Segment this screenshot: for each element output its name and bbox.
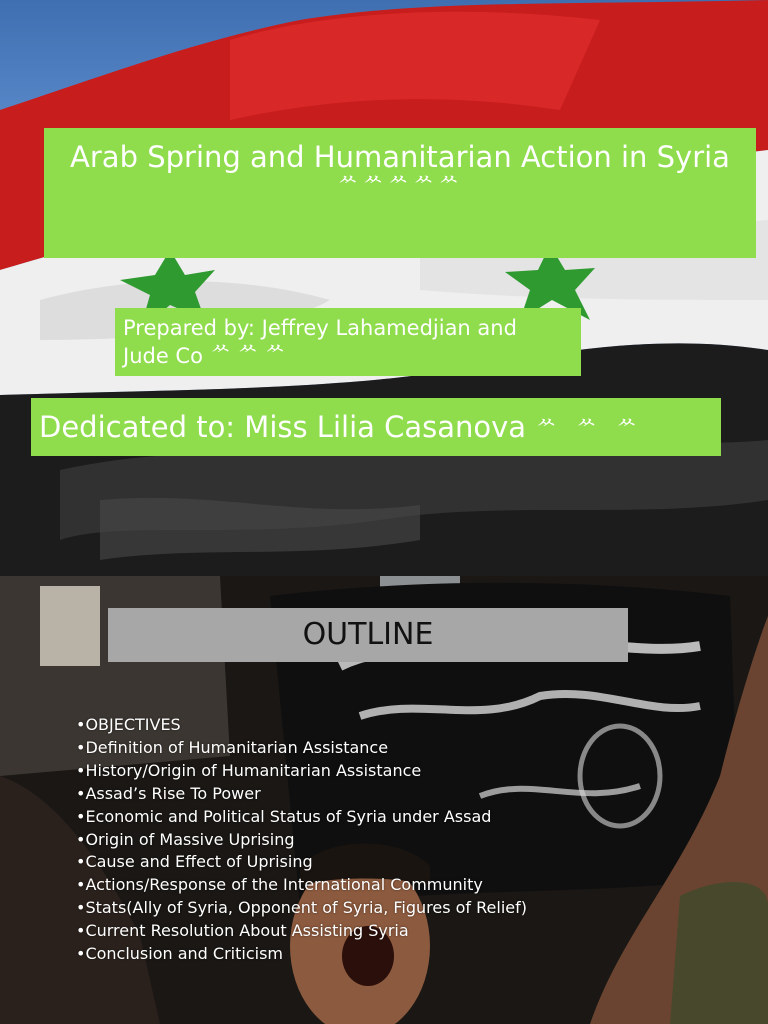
list-item: •Definition of Humanitarian Assistance: [76, 737, 389, 757]
prepared-by-line1: Prepared by: Jeffrey Lahamedjian and: [123, 316, 517, 340]
presentation-title: Arab Spring and Humanitarian Action in Syria: [70, 140, 730, 174]
slide-outline: [0, 576, 768, 1024]
list-item: •Origin of Massive Uprising: [76, 829, 295, 849]
list-item: •Actions/Response of the International Community: [76, 875, 483, 895]
list-item: •Economic and Political Status of Syria under Assad: [76, 806, 492, 826]
title-marks: ᄊᄊᄊᄊᄊ: [336, 175, 464, 200]
prepared-by-line2: [123, 342, 573, 371]
list-item: •Cause and Effect of Uprising: [76, 852, 313, 872]
list-item: •Conclusion and Criticism: [76, 944, 283, 964]
outline-heading: OUTLINE: [108, 608, 628, 662]
prepared-by-box: [115, 308, 581, 376]
list-item: •Stats(Ally of Syria, Opponent of Syria, Figures of Relief): [76, 898, 527, 918]
prepared-by-marks: ᄊᄊᄊ: [209, 344, 292, 369]
dedication-box: [31, 398, 721, 456]
list-item: •Assad’s Rise To Power: [76, 783, 261, 803]
list-item: •OBJECTIVES: [76, 715, 181, 734]
dedication-marks: ᄊ ᄊ ᄊ: [535, 418, 644, 443]
list-item: •History/Origin of Humanitarian Assistance: [76, 760, 422, 780]
outline-list: [76, 714, 527, 966]
dedication-text: Dedicated to: Miss Lilia Casanova: [39, 410, 527, 444]
prepared-by-author: Jude Co: [123, 344, 203, 368]
title-box: [44, 128, 756, 258]
list-item: •Current Resolution About Assisting Syria: [76, 921, 409, 941]
